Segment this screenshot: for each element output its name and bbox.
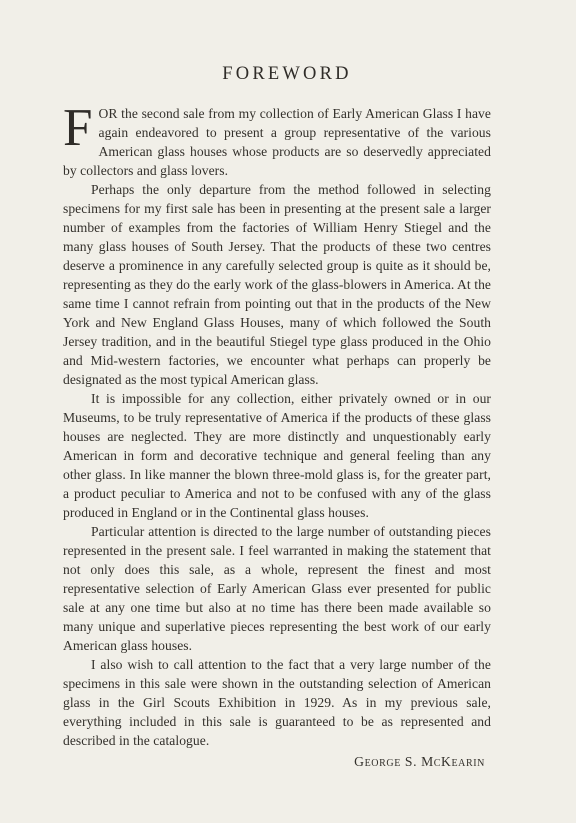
lead-word: OR	[98, 106, 118, 121]
signature: George S. McKearin	[354, 754, 485, 769]
drop-cap: F	[63, 99, 93, 157]
foreword-page	[63, 62, 491, 771]
paragraph-3: It is impossible for any collection, either privately owned or in our Museums, to be truly representative of America if the products of these glass houses are neglected. They are more distinctly and unquestionably early American in form and decorative technique and general feeling than any other glass. In like manner the blown three-mold glass is, for the greater part, a product peculiar to America and not to be confused with any of the glass produced in England or in the Continental glass houses.	[63, 391, 491, 520]
paragraph-1-text: the second sale from my collection of Early American Glass I have again endeavored to present a group representative of the various American glass houses whose products are so deservedly appreciated by collectors and glass lovers.	[63, 106, 491, 178]
page-title: FOREWORD	[222, 64, 352, 84]
paragraph-5: I also wish to call attention to the fact that a very large number of the specimens in this sale were shown in the outstanding selection of American glass in the Girl Scouts Exhibition in 1929. As in my previous sale, everything included in this sale is guaranteed to be as represented and described in the catalogue.	[63, 657, 491, 748]
foreword-body	[63, 99, 491, 750]
paragraph-2: Perhaps the only departure from the method followed in selecting specimens for my first sale has been in presenting at the present sale a larger number of examples from the factories of William Henry Stiegel and the many glass houses of South Jersey. That the products of these two centres deserve a prominence in any carefully selected group is quite as it should be, representing as they do the early work of the glass-blowers in America. At the same time I cannot refrain from pointing out that in the products of the New York and New England Glass Houses, many of which followed the South Jersey tradition, and in the beautiful Stiegel type glass produced in the Ohio and Mid-western factories, we encounter what perhaps can properly be designated as the most typical American glass.	[63, 182, 491, 387]
paragraph-4: Particular attention is directed to the large number of outstanding pieces represented in the present sale. I feel warranted in making the statement that not only does this sale, as a whole, represent the finest and most representative selection of Early American Glass ever presented for public sale at any one time but also at no time has there been made available so many unique and superlative pieces representing the best work of our early American glass houses.	[63, 524, 491, 653]
paragraph-1	[63, 99, 491, 180]
